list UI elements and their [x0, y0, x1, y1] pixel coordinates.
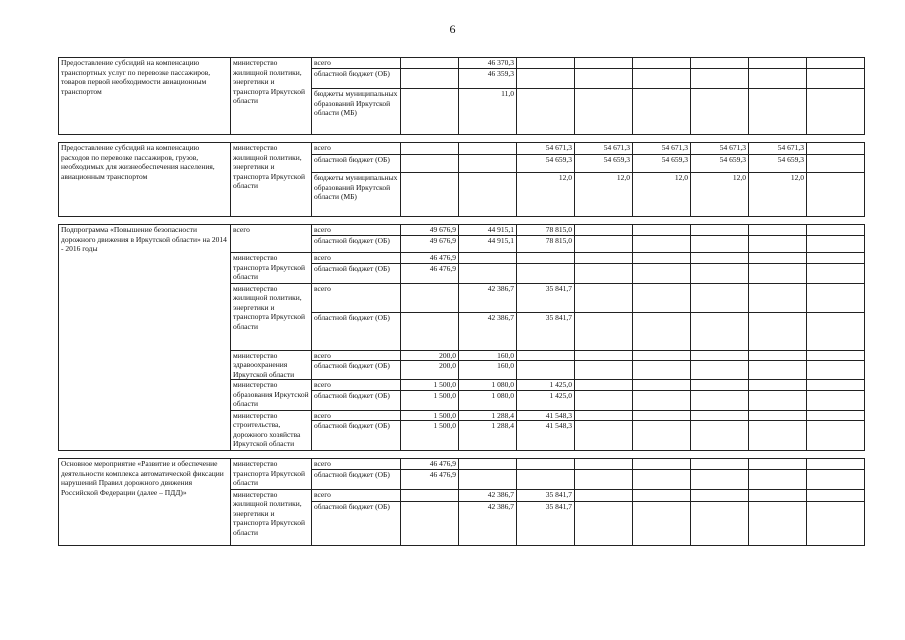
funding-source-cell: областной бюджет (ОБ) — [312, 312, 401, 350]
value-cell — [517, 263, 575, 283]
value-cell — [401, 283, 459, 312]
value-cell — [575, 421, 633, 451]
value-cell: 200,0 — [401, 350, 459, 361]
value-cell: 46 476,9 — [401, 459, 459, 470]
value-cell — [807, 421, 865, 451]
section-gap — [59, 451, 865, 459]
measure-name-cell: Предоставление субсидий на компенсацию транспортных услуг по перевозке пассажиров, товаров первой необходимости авиационным транспортом — [59, 58, 231, 135]
value-cell — [633, 390, 691, 410]
value-cell — [575, 312, 633, 350]
value-cell — [691, 350, 749, 361]
funding-source-cell: областной бюджет (ОБ) — [312, 155, 401, 173]
value-cell: 49 676,9 — [401, 236, 459, 253]
value-cell — [633, 410, 691, 421]
value-cell: 12,0 — [633, 173, 691, 217]
value-cell: 35 841,7 — [517, 312, 575, 350]
executor-cell: министерство здравоохранения Иркутской области — [231, 350, 312, 380]
executor-cell: министерство транспорта Иркутской области — [231, 253, 312, 284]
executor-cell: министерство образования Иркутской области — [231, 380, 312, 411]
value-cell — [401, 58, 459, 69]
value-cell — [807, 58, 865, 69]
value-cell — [459, 155, 517, 173]
value-cell — [807, 283, 865, 312]
value-cell — [691, 501, 749, 545]
value-cell — [807, 350, 865, 361]
value-cell — [749, 469, 807, 489]
value-cell — [691, 459, 749, 470]
value-cell — [575, 225, 633, 236]
value-cell — [401, 89, 459, 135]
funding-source-cell: всего — [312, 58, 401, 69]
value-cell — [749, 410, 807, 421]
value-cell — [401, 173, 459, 217]
value-cell — [575, 390, 633, 410]
value-cell — [691, 225, 749, 236]
value-cell — [401, 143, 459, 155]
value-cell: 54 671,3 — [691, 143, 749, 155]
value-cell — [691, 361, 749, 380]
measure-name-cell: Подпрограмма «Повышение безопасности дорожного движения в Иркутской области» на 2014 - 2016 годы — [59, 225, 231, 451]
value-cell — [633, 501, 691, 545]
value-cell: 42 386,7 — [459, 501, 517, 545]
value-cell — [575, 380, 633, 391]
value-cell: 12,0 — [517, 173, 575, 217]
value-cell: 1 080,0 — [459, 380, 517, 391]
value-cell — [807, 173, 865, 217]
value-cell — [459, 143, 517, 155]
value-cell: 78 815,0 — [517, 236, 575, 253]
value-cell — [749, 361, 807, 380]
value-cell — [807, 263, 865, 283]
value-cell — [517, 253, 575, 264]
value-cell — [459, 459, 517, 470]
funding-source-cell: областной бюджет (ОБ) — [312, 501, 401, 545]
table-row — [59, 143, 865, 155]
value-cell — [517, 459, 575, 470]
value-cell — [459, 469, 517, 489]
value-cell: 1 425,0 — [517, 390, 575, 410]
value-cell — [575, 410, 633, 421]
value-cell — [807, 312, 865, 350]
value-cell: 35 841,7 — [517, 489, 575, 501]
value-cell: 78 815,0 — [517, 225, 575, 236]
value-cell: 46 370,3 — [459, 58, 517, 69]
value-cell: 54 671,3 — [517, 143, 575, 155]
value-cell: 46 476,9 — [401, 253, 459, 264]
value-cell — [749, 236, 807, 253]
value-cell: 54 659,3 — [517, 155, 575, 173]
value-cell: 1 288,4 — [459, 421, 517, 451]
value-cell — [401, 69, 459, 89]
value-cell: 200,0 — [401, 361, 459, 380]
value-cell — [749, 421, 807, 451]
funding-source-cell: областной бюджет (ОБ) — [312, 69, 401, 89]
value-cell — [575, 489, 633, 501]
value-cell — [633, 459, 691, 470]
executor-cell: министерство транспорта Иркутской области — [231, 459, 312, 490]
value-cell: 49 676,9 — [401, 225, 459, 236]
value-cell — [459, 173, 517, 217]
value-cell: 12,0 — [691, 173, 749, 217]
funding-source-cell: областной бюджет (ОБ) — [312, 263, 401, 283]
value-cell — [749, 390, 807, 410]
value-cell — [807, 89, 865, 135]
value-cell — [691, 89, 749, 135]
value-cell — [807, 410, 865, 421]
funding-source-cell: всего — [312, 283, 401, 312]
value-cell — [691, 253, 749, 264]
value-cell — [691, 489, 749, 501]
value-cell — [401, 312, 459, 350]
value-cell — [633, 312, 691, 350]
funding-source-cell: областной бюджет (ОБ) — [312, 390, 401, 410]
value-cell — [575, 501, 633, 545]
executor-cell: министерство жилищной политики, энергетики и транспорта Иркутской области — [231, 283, 312, 350]
value-cell: 42 386,7 — [459, 312, 517, 350]
value-cell — [459, 263, 517, 283]
value-cell — [807, 253, 865, 264]
value-cell — [749, 350, 807, 361]
value-cell — [633, 361, 691, 380]
value-cell — [633, 225, 691, 236]
value-cell — [691, 410, 749, 421]
value-cell — [517, 469, 575, 489]
value-cell — [749, 89, 807, 135]
value-cell — [749, 312, 807, 350]
funding-source-cell: всего — [312, 225, 401, 236]
value-cell: 46 476,9 — [401, 469, 459, 489]
value-cell — [575, 253, 633, 264]
value-cell: 12,0 — [749, 173, 807, 217]
value-cell — [749, 459, 807, 470]
value-cell — [633, 350, 691, 361]
funding-source-cell: областной бюджет (ОБ) — [312, 361, 401, 380]
value-cell — [633, 236, 691, 253]
value-cell: 1 500,0 — [401, 390, 459, 410]
value-cell — [633, 263, 691, 283]
table-row — [59, 58, 865, 69]
value-cell: 46 359,3 — [459, 69, 517, 89]
funding-source-cell: областной бюджет (ОБ) — [312, 236, 401, 253]
funding-source-cell: всего — [312, 489, 401, 501]
value-cell — [575, 459, 633, 470]
value-cell: 1 500,0 — [401, 380, 459, 391]
value-cell — [749, 489, 807, 501]
value-cell — [807, 390, 865, 410]
funding-source-cell: всего — [312, 350, 401, 361]
value-cell: 11,0 — [459, 89, 517, 135]
value-cell: 1 425,0 — [517, 380, 575, 391]
value-cell — [749, 501, 807, 545]
value-cell: 160,0 — [459, 350, 517, 361]
value-cell — [807, 469, 865, 489]
value-cell — [575, 283, 633, 312]
value-cell — [633, 58, 691, 69]
value-cell — [691, 236, 749, 253]
value-cell: 12,0 — [575, 173, 633, 217]
executor-cell: министерство жилищной политики, энергетики и транспорта Иркутской области — [231, 58, 312, 135]
value-cell — [633, 421, 691, 451]
value-cell — [691, 312, 749, 350]
funding-source-cell: всего — [312, 459, 401, 470]
value-cell — [401, 501, 459, 545]
table-row — [59, 225, 865, 236]
value-cell — [807, 143, 865, 155]
value-cell: 54 659,3 — [749, 155, 807, 173]
page-number: 6 — [449, 22, 456, 36]
value-cell: 54 671,3 — [575, 143, 633, 155]
section-gap — [59, 135, 865, 143]
value-cell: 54 671,3 — [633, 143, 691, 155]
value-cell — [749, 253, 807, 264]
value-cell — [691, 263, 749, 283]
value-cell — [807, 69, 865, 89]
value-cell: 35 841,7 — [517, 501, 575, 545]
value-cell — [575, 89, 633, 135]
value-cell: 54 671,3 — [749, 143, 807, 155]
executor-cell: министерство жилищной политики, энергетики и транспорта Иркутской области — [231, 489, 312, 545]
value-cell — [575, 350, 633, 361]
value-cell — [517, 350, 575, 361]
value-cell — [691, 390, 749, 410]
value-cell — [807, 361, 865, 380]
value-cell — [633, 69, 691, 89]
value-cell — [633, 253, 691, 264]
section-gap — [59, 217, 865, 225]
funding-source-cell: бюджеты муниципальных образований Иркутской области (МБ) — [312, 173, 401, 217]
value-cell — [401, 155, 459, 173]
funding-source-cell: всего — [312, 380, 401, 391]
executor-cell: министерство строительства, дорожного хозяйства Иркутской области — [231, 410, 312, 451]
value-cell: 1 500,0 — [401, 410, 459, 421]
value-cell — [691, 421, 749, 451]
value-cell — [807, 236, 865, 253]
value-cell — [517, 58, 575, 69]
funding-source-cell: всего — [312, 410, 401, 421]
value-cell — [749, 69, 807, 89]
value-cell — [807, 225, 865, 236]
value-cell — [749, 225, 807, 236]
value-cell: 54 659,3 — [633, 155, 691, 173]
value-cell — [749, 283, 807, 312]
value-cell: 42 386,7 — [459, 283, 517, 312]
value-cell — [749, 263, 807, 283]
value-cell: 1 080,0 — [459, 390, 517, 410]
value-cell — [691, 380, 749, 391]
value-cell — [633, 489, 691, 501]
value-cell: 1 288,4 — [459, 410, 517, 421]
budget-table — [58, 57, 865, 546]
value-cell — [807, 489, 865, 501]
value-cell: 42 386,7 — [459, 489, 517, 501]
value-cell — [575, 69, 633, 89]
value-cell: 35 841,7 — [517, 283, 575, 312]
value-cell — [459, 253, 517, 264]
value-cell — [807, 155, 865, 173]
value-cell — [575, 263, 633, 283]
measure-name-cell: Предоставление субсидий на компенсацию расходов по перевозке пассажиров, грузов, необходимых для жизнеобеспечения населения, авиационным транспортом — [59, 143, 231, 217]
value-cell — [633, 283, 691, 312]
executor-cell: министерство жилищной политики, энергетики и транспорта Иркутской области — [231, 143, 312, 217]
value-cell — [749, 58, 807, 69]
value-cell — [633, 469, 691, 489]
value-cell — [517, 361, 575, 380]
value-cell — [401, 489, 459, 501]
value-cell: 44 915,1 — [459, 225, 517, 236]
value-cell — [575, 469, 633, 489]
table-row — [59, 459, 865, 470]
funding-source-cell: бюджеты муниципальных образований Иркутской области (МБ) — [312, 89, 401, 135]
value-cell — [691, 283, 749, 312]
value-cell — [807, 501, 865, 545]
funding-source-cell: всего — [312, 253, 401, 264]
value-cell: 46 476,9 — [401, 263, 459, 283]
value-cell — [575, 361, 633, 380]
value-cell: 41 548,3 — [517, 410, 575, 421]
value-cell — [633, 89, 691, 135]
value-cell — [691, 58, 749, 69]
value-cell — [691, 469, 749, 489]
value-cell — [691, 69, 749, 89]
value-cell — [575, 58, 633, 69]
value-cell — [517, 89, 575, 135]
value-cell: 44 915,1 — [459, 236, 517, 253]
value-cell: 1 500,0 — [401, 421, 459, 451]
funding-source-cell: областной бюджет (ОБ) — [312, 421, 401, 451]
value-cell — [749, 380, 807, 391]
value-cell: 54 659,3 — [575, 155, 633, 173]
value-cell: 54 659,3 — [691, 155, 749, 173]
value-cell — [807, 459, 865, 470]
value-cell: 41 548,3 — [517, 421, 575, 451]
executor-cell: всего — [231, 225, 312, 253]
funding-source-cell: областной бюджет (ОБ) — [312, 469, 401, 489]
value-cell — [517, 69, 575, 89]
value-cell: 160,0 — [459, 361, 517, 380]
value-cell — [807, 380, 865, 391]
funding-source-cell: всего — [312, 143, 401, 155]
measure-name-cell: Основное мероприятие «Развитие и обеспечение деятельности комплекса автоматической фиксации нарушений Правил дорожного движения Российской Федерации (далее – ПДД)» — [59, 459, 231, 546]
value-cell — [633, 380, 691, 391]
value-cell — [575, 236, 633, 253]
